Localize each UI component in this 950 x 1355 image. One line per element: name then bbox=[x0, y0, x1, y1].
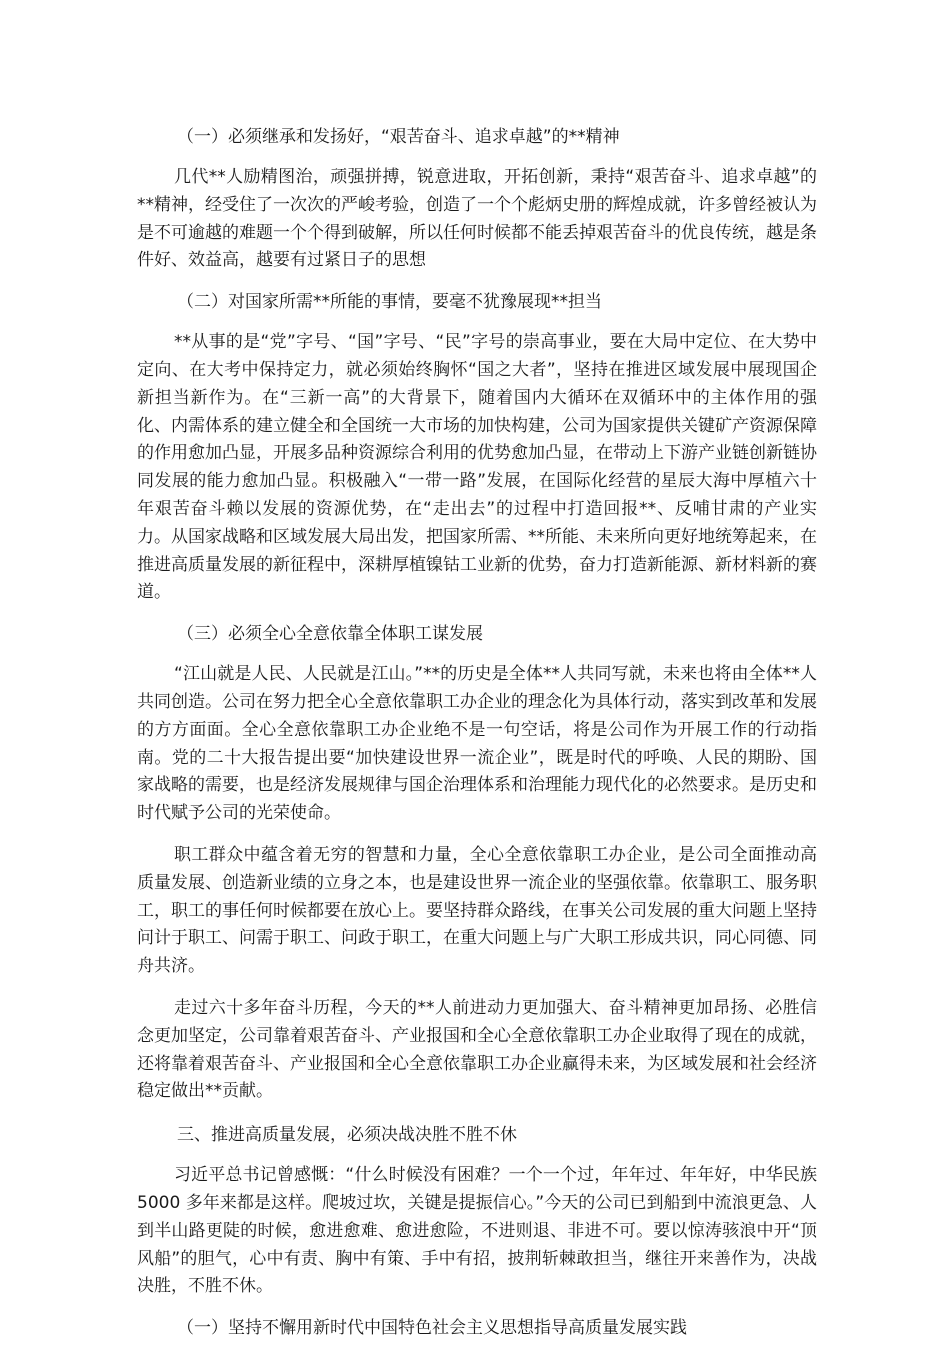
document-body bbox=[137, 122, 817, 1355]
paragraph-3: “江山就是人民、人民就是江山。”**的历史是全体**人共同写就，未来也将由全体**人共同创造。公司在努力把全心全意依靠职工办企业的理念化为具体行动，落实到改革和发展的方方面面。全心全意依靠职工办企业绝不是一句空话，将是公司作为开展工作的行动指南。党的二十大报告提出要“加快建设世界一流企业”，既是时代的呼唤、人民的期盼、国家战略的需要，也是经济发展规律与国企治理体系和治理能力现代化的必然要求。是历史和时代赋予公司的光荣使命。 bbox=[137, 664, 817, 824]
paragraph-6: 习近平总书记曾感慨：“什么时候没有困难？一个一个过，年年过、年年好，中华民族 5000 多年来都是这样。爬坡过坎，关键是提振信心。”今天的公司已到船到中流浪更急、人到半山路更陡的时候，愈进愈难、愈进愈险，不进则退、非进不可。要以惊涛骇浪中开“顶风船”的胆气，心中有责、胸中有策、手中有招，披荆斩棘敢担当，继往开来善作为，决战决胜，不胜不休。 bbox=[137, 1165, 817, 1297]
section-heading-3: （三）必须全心全意依靠全体职工谋发展 bbox=[177, 624, 483, 645]
paragraph-1: 几代**人励精图治，顽强拼搏，锐意进取，开拓创新，秉持“艰苦奋斗、追求卓越”的**精神，经受住了一次次的严峻考验，创造了一个个彪炳史册的辉煌成就，许多曾经被认为是不可逾越的难题一个个得到破解，所以任何时候都不能丢掉艰苦奋斗的优良传统，越是条件好、效益高，越要有过紧日子的思想 bbox=[137, 167, 817, 271]
paragraph-5: 走过六十多年奋斗历程，今天的**人前进动力更加强大、奋斗精神更加昂扬、必胜信念更加坚定，公司靠着艰苦奋斗、产业报国和全心全意依靠职工办企业取得了现在的成就，还将靠着艰苦奋斗、产业报国和全心全意依靠职工办企业赢得未来，为区域发展和社会经济稳定做出**贡献。 bbox=[137, 997, 817, 1102]
paragraph-2: **从事的是“党”字号、“国”字号、“民”字号的崇高事业，要在大局中定位、在大势中定向、在大考中保持定力，就必须始终胸怀“国之大者”，坚持在推进区域发展中展现国企新担当新作为。在“三新一高”的大背景下，随着国内大循环在双循环中的主体作用的强化、内需体系的建立健全和全国统一大市场的加快构建，公司为国家提供关键矿产资源保障的作用愈加凸显，开展多品种资源综合利用的优势愈加凸显，在带动上下游产业链创新链协同发展的能力愈加凸显。积极融入“一带一路”发展，在国际化经营的星辰大海中厚植六十年艰苦奋斗赖以发展的资源优势，在“走出去”的过程中打造回报**、反哺甘肃的产业实力。从国家战略和区域发展大局出发，把国家所需、**所能、未来所向更好地统筹起来，在推进高质量发展的新征程中，深耕厚植镍钴工业新的优势，奋力打造新能源、新材料新的赛道。 bbox=[137, 332, 817, 603]
section-heading-2: （二）对国家所需**所能的事情，要毫不犹豫展现**担当 bbox=[177, 292, 602, 313]
chapter-heading-3: 三、推进高质量发展，必须决战决胜不胜不休 bbox=[177, 1125, 517, 1146]
section-heading-1: （一）必须继承和发扬好，“艰苦奋斗、追求卓越”的**精神 bbox=[177, 127, 620, 147]
paragraph-4: 职工群众中蕴含着无穷的智慧和力量，全心全意依靠职工办企业，是公司全面推动高质量发展、创造新业绩的立身之本，也是建设世界一流企业的坚强依靠。依靠职工、服务职工，职工的事任何时候都要在放心上。要坚持群众路线，在事关公司发展的重大问题上坚持问计于职工、问需于职工、问政于职工，在重大问题上与广大职工形成共识，同心同德、同舟共济。 bbox=[137, 844, 817, 977]
section-heading-4: （一）坚持不懈用新时代中国特色社会主义思想指导高质量发展实践 bbox=[177, 1318, 687, 1339]
